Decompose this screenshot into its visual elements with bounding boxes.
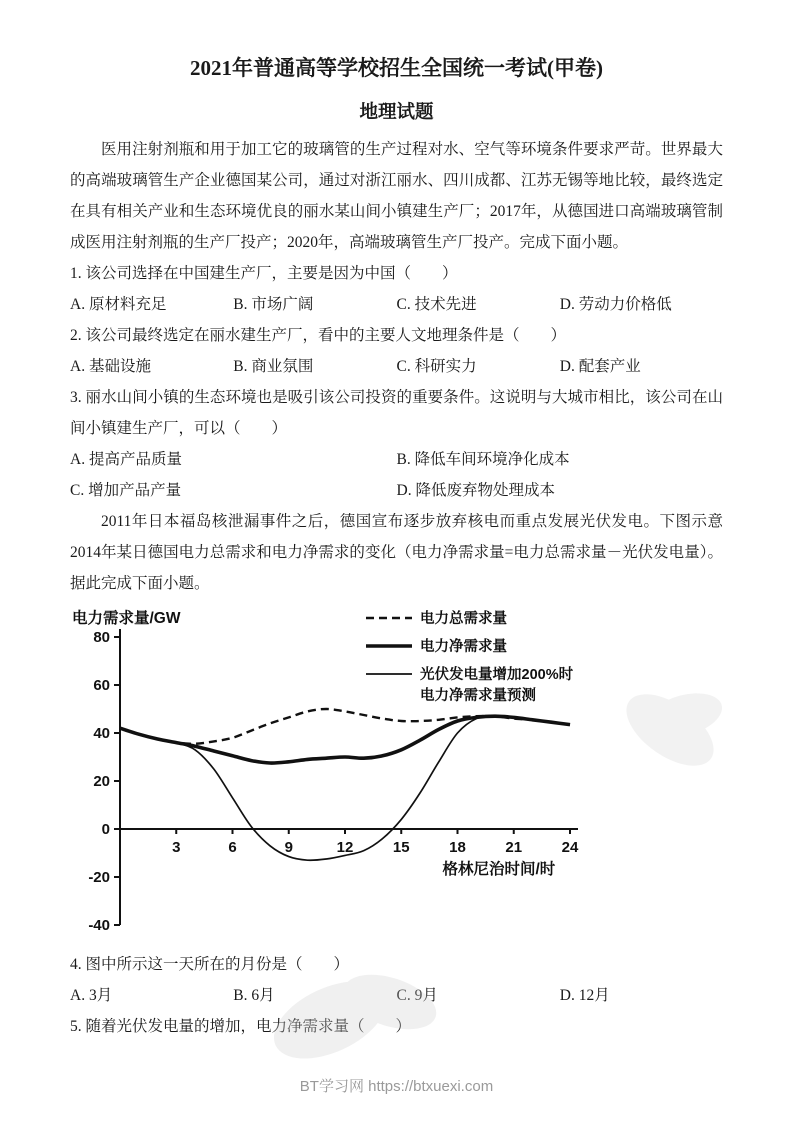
svg-text:0: 0: [101, 821, 110, 838]
question-3-stem: 3. 丽水山间小镇的生态环境也是吸引该公司投资的重要条件。这说明与大城市相比，该公司在山间小镇建生产厂，可以（ ）: [70, 389, 723, 437]
svg-text:12: 12: [336, 839, 354, 856]
svg-text:20: 20: [93, 773, 110, 790]
option-a: A. 原材料充足: [70, 296, 167, 313]
svg-text:3: 3: [172, 839, 181, 856]
question-4-stem: 4. 图中所示这一天所在的月份是（ ）: [70, 956, 350, 973]
exam-subtitle: 地理试题: [359, 103, 434, 123]
option-a: A. 提高产品质量: [70, 451, 182, 468]
option-c: C. 科研实力: [396, 358, 477, 375]
option-c: C. 9月: [396, 987, 438, 1004]
passage-1: 医用注射剂瓶和用于加工它的玻璃管的生产过程对水、空气等环境条件要求严苛。世界最大的高端玻璃管生产企业德国某公司，通过对浙江丽水、四川成都、江苏无锡等地比较，最终选定在具有相关产业和生态环境优良的丽水某山间小镇建生产厂；2017年，从德国进口高端玻璃管制成医用注射剂瓶的生产厂投产；2020年，高端玻璃管生产厂投产。完成下面小题。: [70, 141, 723, 251]
svg-text:-40: -40: [88, 917, 110, 934]
svg-text:24: 24: [561, 839, 579, 856]
svg-text:9: 9: [284, 839, 293, 856]
svg-text:6: 6: [228, 839, 237, 856]
svg-text:15: 15: [392, 839, 410, 856]
svg-text:18: 18: [449, 839, 466, 856]
svg-text:60: 60: [93, 677, 110, 694]
svg-text:光伏发电量增加200%时: 光伏发电量增加200%时: [420, 667, 574, 683]
svg-text:80: 80: [93, 629, 110, 646]
option-d: D. 配套产业: [559, 358, 641, 375]
svg-text:-20: -20: [88, 869, 110, 886]
option-a: A. 基础设施: [70, 358, 151, 375]
question-1-stem: 1. 该公司选择在中国建生产厂，主要是因为中国（ ）: [70, 265, 458, 282]
power-demand-chart-svg: [70, 607, 590, 945]
question-2-options: [70, 351, 723, 382]
svg-text:21: 21: [505, 839, 523, 856]
svg-text:电力总需求量: 电力总需求量: [420, 611, 507, 627]
footer-text: BT学习网 https://btxuexi.com: [299, 1078, 494, 1095]
svg-text:电力需求量/GW: 电力需求量/GW: [72, 610, 181, 627]
option-c: C. 技术先进: [396, 296, 477, 313]
svg-text:格林尼治时间/时: 格林尼治时间/时: [442, 861, 556, 878]
question-5-stem: 5. 随着光伏发电量的增加，电力净需求量（ ）: [70, 1018, 412, 1035]
option-c: C. 增加产品产量: [70, 482, 182, 499]
svg-text:40: 40: [93, 725, 110, 742]
option-d: D. 12月: [559, 987, 610, 1004]
option-b: B. 市场广阔: [233, 296, 314, 313]
option-b: B. 6月: [233, 987, 275, 1004]
question-2-stem: 2. 该公司最终选定在丽水建生产厂，看中的主要人文地理条件是（ ）: [70, 327, 567, 344]
question-3-options: [70, 444, 723, 506]
option-d: D. 劳动力价格低: [559, 296, 672, 313]
exam-title: 2021年普通高等学校招生全国统一考试(甲卷): [190, 56, 603, 80]
option-a: A. 3月: [70, 987, 113, 1004]
option-b: B. 降低车间环境净化成本: [396, 451, 570, 468]
option-b: B. 商业氛围: [233, 358, 314, 375]
passage-2: 2011年日本福岛核泄漏事件之后，德国宣布逐步放弃核电而重点发展光伏发电。下图示意2014年某日德国电力总需求和电力净需求的变化（电力净需求量=电力总需求量－光伏发电量）。据此完成下面小题。: [70, 513, 723, 592]
option-d: D. 降低废弃物处理成本: [396, 482, 555, 499]
power-demand-chart: [70, 607, 723, 945]
svg-text:电力净需求量: 电力净需求量: [420, 639, 507, 655]
question-4-options: [70, 980, 723, 1011]
svg-text:电力净需求量预测: 电力净需求量预测: [420, 688, 536, 704]
question-1-options: [70, 289, 723, 320]
